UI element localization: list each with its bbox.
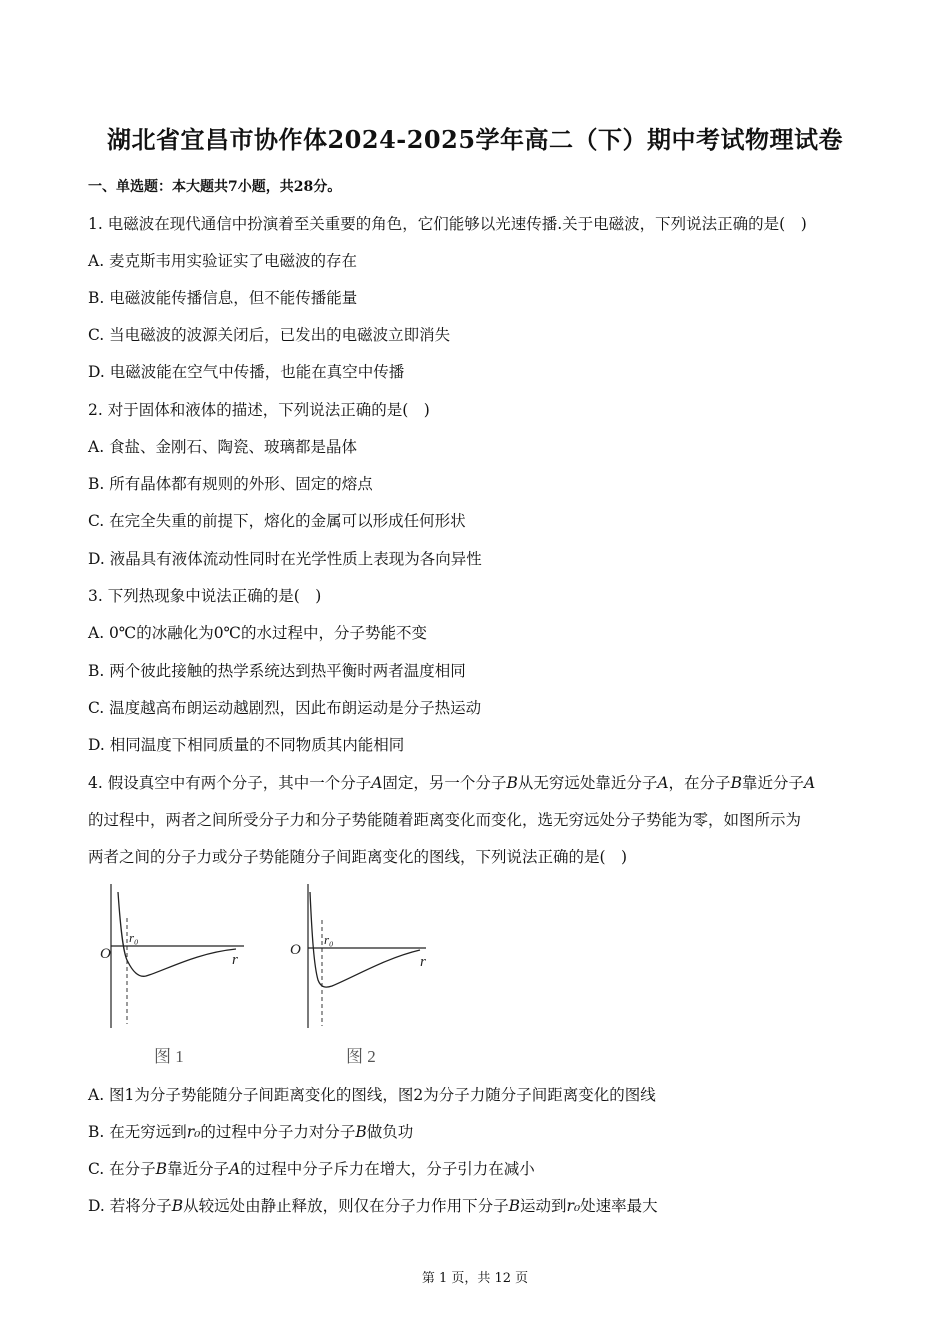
q1-option-d: D. 电磁波能在空气中传播，也能在真空中传播 [88, 363, 405, 381]
page-title: 湖北省宜昌市协作体2024-2025学年高二（下）期中考试物理试卷 [106, 125, 844, 154]
q4-option-b: B. 在无穷远到r₀的过程中分子力对分子B做负功 [88, 1123, 414, 1141]
section-heading: 一、单选题：本大题共7小题，共28分。 [88, 179, 342, 195]
figure-1-graph [100, 884, 244, 1066]
q3-option-d: D. 相同温度下相同质量的不同物质其内能相同 [88, 736, 405, 754]
q1-option-a: A. 麦克斯韦用实验证实了电磁波的存在 [88, 252, 358, 270]
q4-option-c: C. 在分子B靠近分子A的过程中分子斥力在增大，分子引力在减小 [88, 1160, 535, 1178]
q4-option-a: A. 图1为分子势能随分子间距离变化的图线，图2为分子力随分子间距离变化的图线 [88, 1086, 656, 1104]
q3-option-a: A. 0℃的冰融化为0℃的水过程中，分子势能不变 [88, 624, 427, 642]
page-footer: 第 1 页，共 12 页 [421, 1271, 529, 1286]
fig1-r0-label: r₀ [129, 930, 139, 945]
q4-stem-line-2: 的过程中，两者之间所受分子力和分子势能随着距离变化而变化，选无穷远处分子势能为零，如图所示为 [88, 811, 802, 829]
q2-option-b: B. 所有晶体都有规则的外形、固定的熔点 [88, 475, 373, 493]
q4-figure [86, 876, 446, 1072]
q1-option-b: B. 电磁波能传播信息，但不能传播能量 [88, 289, 358, 307]
q4-stem-line-3: 两者之间的分子力或分子势能随分子间距离变化的图线，下列说法正确的是( ) [88, 848, 628, 866]
q1-stem: 1. 电磁波在现代通信中扮演着至关重要的角色，它们能够以光速传播.关于电磁波，下列说法正确的是( ) [88, 215, 807, 233]
figure-2-graph [290, 884, 426, 1066]
q4-stem-line-1: 4. 假设真空中有两个分子，其中一个分子A固定，另一个分子B从无穷远处靠近分子A，在分子B靠近分子A [88, 774, 816, 792]
q3-option-c: C. 温度越高布朗运动越剧烈，因此布朗运动是分子热运动 [88, 699, 482, 717]
q3-option-b: B. 两个彼此接触的热学系统达到热平衡时两者温度相同 [88, 662, 466, 680]
fig2-origin-label: O [290, 942, 301, 958]
q1-option-c: C. 当电磁波的波源关闭后，已发出的电磁波立即消失 [88, 326, 451, 344]
q2-option-a: A. 食盐、金刚石、陶瓷、玻璃都是晶体 [88, 438, 358, 456]
fig1-origin-label: O [100, 946, 111, 962]
fig2-r0-label: r₀ [324, 932, 334, 947]
q2-stem: 2. 对于固体和液体的描述，下列说法正确的是( ) [88, 401, 430, 419]
fig2-axis-label: r [420, 954, 426, 970]
fig2-caption: 图 2 [346, 1047, 376, 1066]
fig1-caption: 图 1 [154, 1047, 184, 1066]
q4-option-d: D. 若将分子B从较远处由静止释放，则仅在分子力作用下分子B运动到r₀处速率最大 [88, 1197, 658, 1215]
fig1-axis-label: r [232, 952, 238, 968]
q4-figure-graphs [86, 876, 446, 1072]
q2-option-c: C. 在完全失重的前提下，熔化的金属可以形成任何形状 [88, 512, 466, 530]
q3-stem: 3. 下列热现象中说法正确的是( ) [88, 587, 322, 605]
q2-option-d: D. 液晶具有液体流动性同时在光学性质上表现为各向异性 [88, 550, 482, 568]
